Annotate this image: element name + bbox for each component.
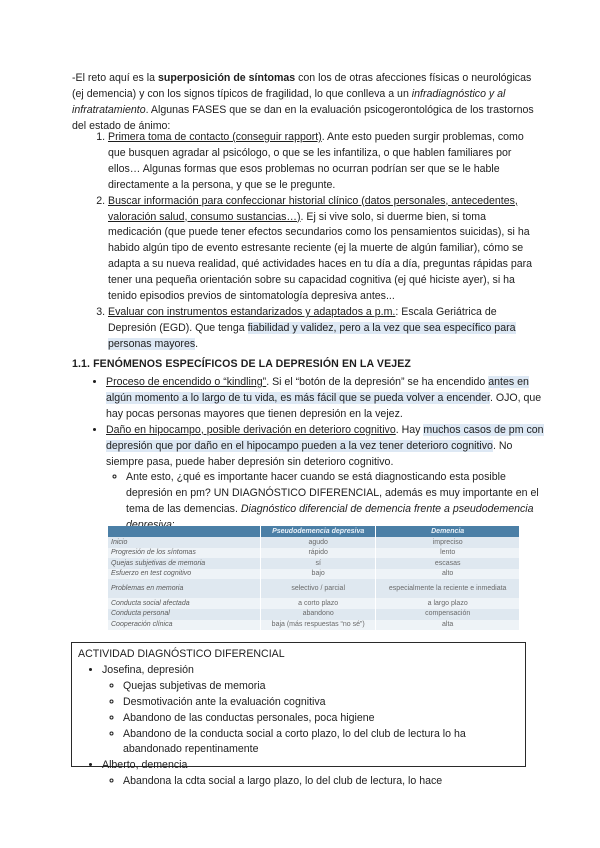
- table-cell: a largo plazo: [376, 598, 520, 609]
- fact-subitem: ◦ Ante esto, ¿qué es importante hacer cuando se está diagnosticando esta posible depresión en pm? UN DIAGNÓSTICO DIFERENCIAL, además es muy importante en el tema de las demencias. Diagnóstico diferencial de demencia frente a pseudodemencia: [126, 470, 550, 534]
- activity-cases-list: [78, 663, 519, 790]
- table-cell: sí: [261, 558, 376, 569]
- phase-item: 1. Primera toma de contacto (conseguir rapport). Ante esto pueden surgir problemas, como que busquen agradar al psicólogo, o que se les infantiliza, o que hablen familiares por ellos… Algunas formas que esos problemas no ocurran podrían ser que se le hable directamente a la persona, y que se le pregunte.: [108, 130, 536, 194]
- table-row: [108, 537, 520, 548]
- table-row: [108, 620, 520, 631]
- fact-item: • Proceso de encendido o “kindling”. Si el “botón de la depresión” se ha encendido antes en algún momento a lo largo de tu vida, es más fácil que se pueda volver a encender. OJO, que hay pocas personas mayores que tienen depresión en la vejez.: [106, 375, 550, 423]
- table-cell: escasas: [376, 558, 520, 569]
- table-header-cell: Pseudodemencia depresiva: [261, 526, 376, 537]
- table-cell: Esfuerzo en test cognitivo: [108, 569, 261, 580]
- list-item: ◦ Abandona la cdta social a largo plazo, lo del club de lectura, lo hace: [123, 774, 519, 790]
- list-item: ◦ Quejas subjetivas de memoria: [123, 679, 519, 695]
- table-cell: a corto plazo: [261, 598, 376, 609]
- table-row: [108, 609, 520, 620]
- table-cell: impreciso: [376, 537, 520, 548]
- table-cell: agudo: [261, 537, 376, 548]
- table-cell: alta: [376, 620, 520, 631]
- activity-case-items: [102, 679, 519, 759]
- table-cell: Inicio: [108, 537, 261, 548]
- table-row: [108, 569, 520, 580]
- table-row: [108, 558, 520, 569]
- phases-list: [88, 130, 536, 353]
- table-cell: lento: [376, 548, 520, 559]
- list-item: ◦ Abandono de las conductas personales, poca higiene: [123, 711, 519, 727]
- intro-paragraph: [72, 71, 542, 135]
- table-cell: especialmente la reciente e inmediata: [376, 579, 520, 598]
- table-header-row: [108, 526, 520, 537]
- table-header-cell: [108, 526, 261, 537]
- table-row: [108, 548, 520, 559]
- activity-case-items: [102, 774, 519, 790]
- table-cell: Conducta social afectada: [108, 598, 261, 609]
- phase-item: 3. Evaluar con instrumentos estandarizados y adaptados a p.m.: Escala Geriátrica de Depresión (EGD). Que tenga fiabilidad y validez, pero a la vez que sea específico para personas mayores.: [108, 305, 536, 353]
- table-row: [108, 598, 520, 609]
- list-item: ◦ Desmotivación ante la evaluación cognitiva: [123, 695, 519, 711]
- section-heading: 1.1. FENÓMENOS ESPECÍFICOS DE LA DEPRESIÓN EN LA VEJEZ: [72, 358, 411, 370]
- differential-table-image: [108, 526, 520, 629]
- table-cell: Conducta personal: [108, 609, 261, 620]
- table-row: [108, 579, 520, 598]
- activity-case: • Josefina, depresión ◦ Quejas subjetivas de memoria ◦ Desmotivación ante la evaluación cognitiva ◦ Abandono de las conductas personales, poca higiene ◦ Abandono de la conducta social a corto plazo, lo del club de lectura lo ha abandonado repentinamente: [102, 663, 519, 758]
- table-cell: alto: [376, 569, 520, 580]
- facts-list: [88, 375, 550, 534]
- fact-sublist: [106, 470, 550, 534]
- table-cell: Cooperación clínica: [108, 620, 261, 631]
- activity-case: • Alberto, demencia ◦ Abandona la cdta social a largo plazo, lo del club de lectura, lo hace: [102, 758, 519, 790]
- table-cell: baja (más respuestas “no sé”): [261, 620, 376, 631]
- table-cell: Quejas subjetivas de memoria: [108, 558, 261, 569]
- intro-text: -El reto aquí es la superposición de síntomas con los de otras afecciones físicas o neurológicas (ej demencia) y con los signos típicos de fragilidad, lo que conlleva a un infradiagnóstico y al infratratamiento. Algunas FASES que se dan en la evaluación psicogerontológica de los trastornos del estado de ánimo:: [72, 72, 534, 132]
- table-cell: compensación: [376, 609, 520, 620]
- list-item: ◦ Abandono de la conducta social a corto plazo, lo del club de lectura lo ha abandonado repentinamente: [123, 727, 519, 759]
- table-cell: abandono: [261, 609, 376, 620]
- table-cell: Problemas en memoria: [108, 579, 261, 598]
- activity-title: ACTIVIDAD DIAGNÓSTICO DIFERENCIAL: [78, 648, 285, 660]
- activity-box: [71, 642, 526, 788]
- table-cell: selectivo / parcial: [261, 579, 376, 598]
- table-cell: Progresión de los síntomas: [108, 548, 261, 559]
- fact-item: • Daño en hipocampo, posible derivación en deterioro cognitivo. Hay muchos casos de pm con depresión que por daño en el hipocampo pueden a la vez tener deterioro cognitivo. No siempre pasa, puede haber depresión sin deterioro cognitivo. ◦ Ante esto, ¿qué es importante hacer cuando se está diagnosticando esta posible depresión en pm? UN DIAGNÓSTICO DIFERENCIAL, además es muy importante en el tema de las demencias. Diagnóstico diferencial de demencia frente a pseudodemencia: [106, 423, 550, 534]
- phase-item: 2. Buscar información para confeccionar historial clínico (datos personales, antecedentes, valoración salud, consumo sustancias…). Ej si vive solo, si duerme bien, si toma medicación (que puede tener efectos secundarios como los pensamientos suicidas), si ha habido algún tipo de evento estresante reciente (ej la muerte de algún familiar), cómo se adapta a su nueva realidad, qué actividades haces en tu día a día, preguntas rápidas para tener una pequeña orientación sobre su capacidad cognitiva (ej qué hiciste ayer), si ha tenido episodios previos de sintomatología depresiva antes...: [108, 194, 536, 305]
- table-cell: bajo: [261, 569, 376, 580]
- table-header-cell: Demencia: [376, 526, 520, 537]
- table-cell: rápido: [261, 548, 376, 559]
- differential-table: [108, 526, 520, 630]
